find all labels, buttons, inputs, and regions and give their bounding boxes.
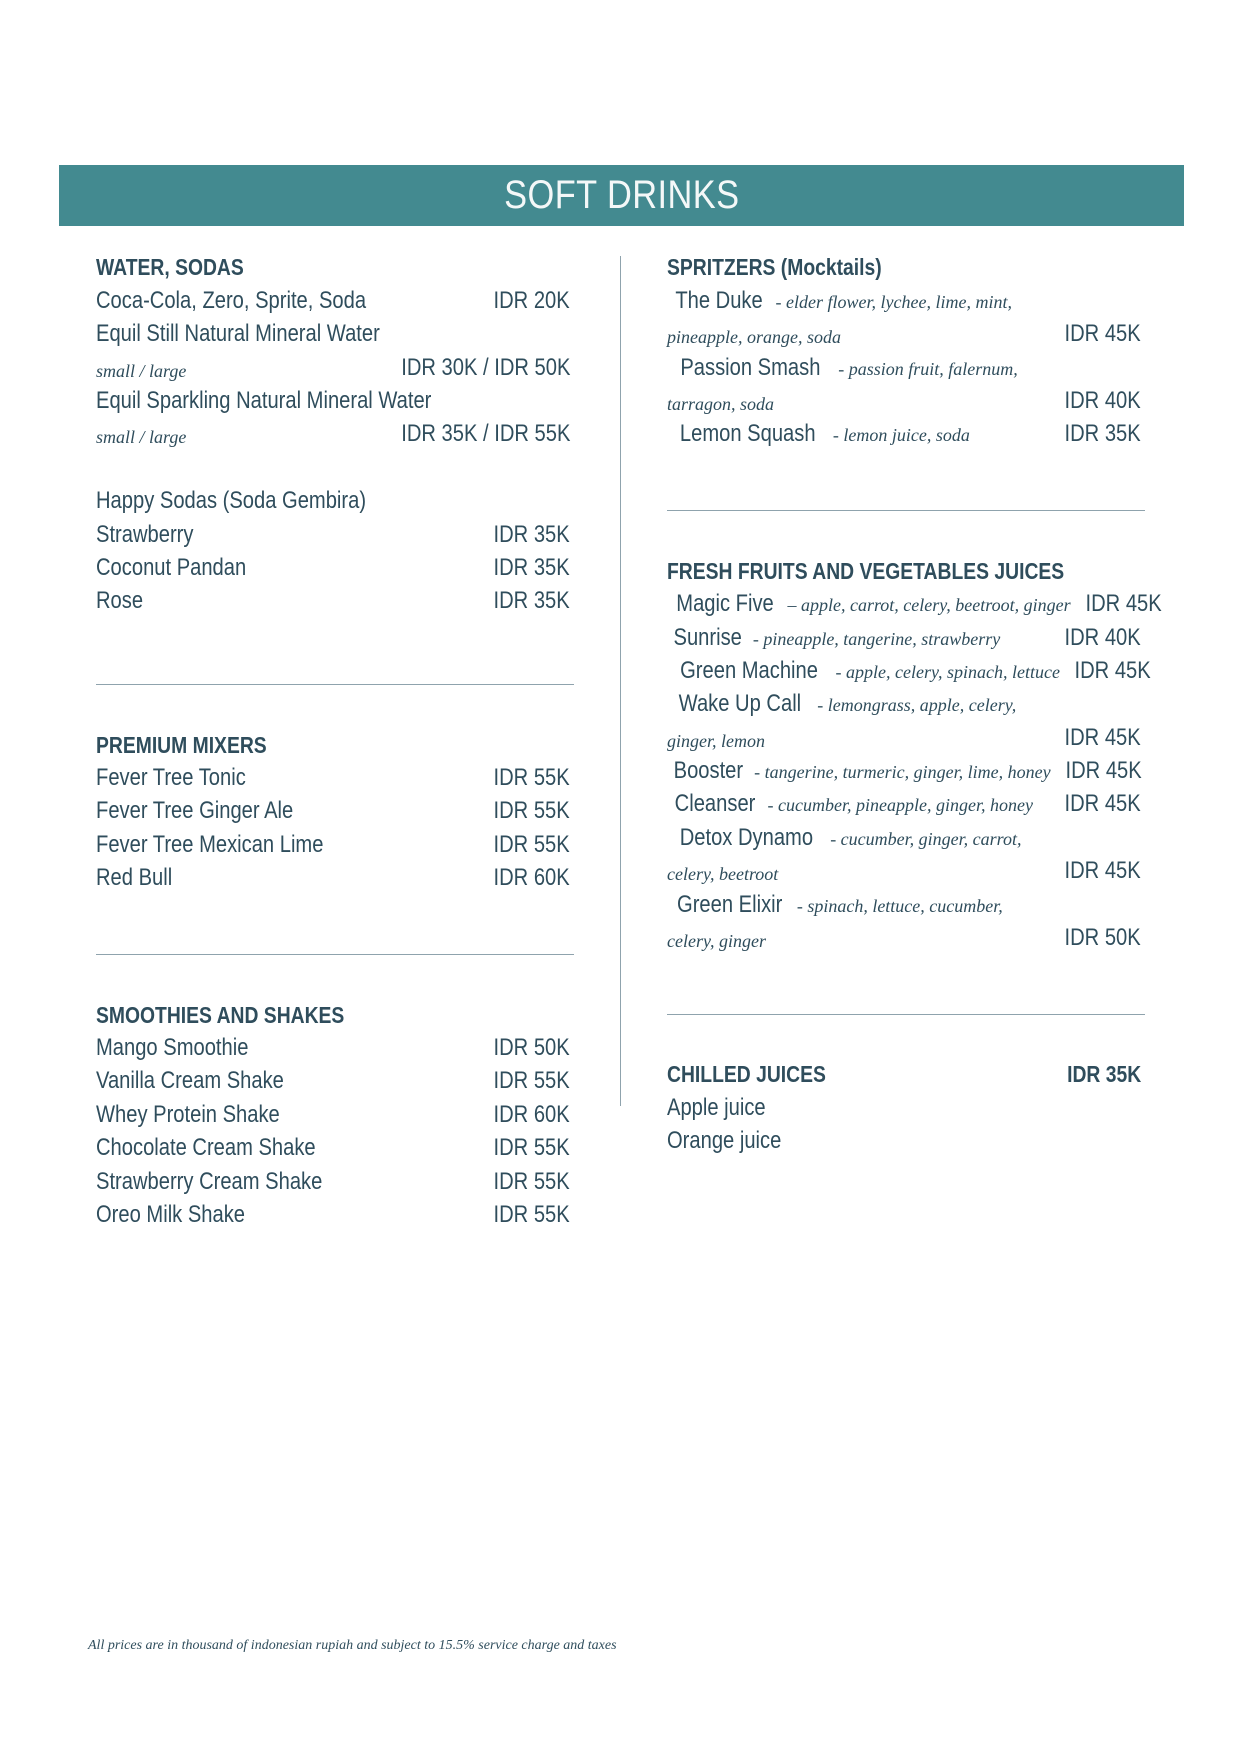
section-heading-water-sodas: WATER, SODAS (96, 254, 244, 281)
menu-item: Green Machine - apple, celery, spinach, lettuce IDR 45K (680, 656, 1151, 684)
menu-item: Strawberry IDR 35K (96, 520, 570, 548)
menu-item: Fever Tree Mexican Lime IDR 55K (96, 830, 570, 858)
menu-item: Equil Still Natural Mineral Water (96, 320, 380, 348)
menu-item: Oreo Milk Shake IDR 55K (96, 1200, 570, 1228)
menu-item: Strawberry Cream Shake IDR 55K (96, 1167, 570, 1195)
menu-item: Orange juice (667, 1127, 782, 1155)
menu-item: Coca-Cola, Zero, Sprite, Soda IDR 20K (96, 286, 570, 314)
menu-item: Whey Protein Shake IDR 60K (96, 1100, 570, 1128)
menu-item: Apple juice (667, 1093, 766, 1121)
footer-note: All prices are in thousand of indonesian rupiah and subject to 15.5% service charge and taxes (88, 1638, 617, 1653)
menu-item-size: small / large IDR 30K / IDR 50K (96, 353, 570, 381)
section-heading-smoothies: SMOOTHIES AND SHAKES (96, 1001, 345, 1028)
menu-item: Rose IDR 35K (96, 587, 570, 615)
column-divider (620, 256, 621, 1106)
menu-item: Mango Smoothie IDR 50K (96, 1034, 570, 1062)
menu-item-desc: pineapple, orange, soda IDR 45K (667, 320, 1141, 348)
menu-item-desc: celery, ginger IDR 50K (667, 924, 1141, 952)
title-banner (59, 165, 1184, 226)
menu-item: Passion Smash - passion fruit, falernum, (680, 353, 1018, 381)
menu-item: Detox Dynamo - cucumber, ginger, carrot, (679, 823, 1022, 851)
menu-item: The Duke - elder flower, lychee, lime, mint, (675, 286, 1012, 314)
section-heading-premium-mixers: PREMIUM MIXERS (96, 731, 267, 758)
menu-item: Fever Tree Tonic IDR 55K (96, 764, 570, 792)
menu-item: Vanilla Cream Shake IDR 55K (96, 1067, 570, 1095)
menu-item: Sunrise - pineapple, tangerine, strawberry IDR 40K (673, 623, 1141, 651)
menu-item: Green Elixir - spinach, lettuce, cucumber, (677, 890, 1003, 918)
menu-item-size: small / large IDR 35K / IDR 55K (96, 420, 570, 448)
subsection-heading-happy-sodas: Happy Sodas (Soda Gembira) (96, 487, 367, 515)
right-column (667, 248, 1162, 1155)
menu-item: Magic Five – apple, carrot, celery, beetroot, ginger IDR 45K (676, 590, 1162, 618)
section-heading-juices: FRESH FRUITS AND VEGETABLES JUICES (667, 557, 1065, 584)
menu-item: Lemon Squash - lemon juice, soda IDR 35K (679, 420, 1141, 448)
menu-item: Equil Sparkling Natural Mineral Water (96, 386, 432, 414)
page-title: SOFT DRINKS (503, 173, 740, 217)
menu-item: Chocolate Cream Shake IDR 55K (96, 1134, 570, 1162)
left-column (96, 248, 570, 1229)
menu-item: Coconut Pandan IDR 35K (96, 553, 570, 581)
section-heading-chilled-juices: CHILLED JUICES IDR 35K (667, 1061, 1141, 1088)
menu-item-desc: tarragon, soda IDR 40K (667, 386, 1141, 414)
menu-item: Cleanser - cucumber, pineapple, ginger, honey IDR 45K (674, 790, 1141, 818)
menu-item: Fever Tree Ginger Ale IDR 55K (96, 797, 570, 825)
menu-item-desc: celery, beetroot IDR 45K (667, 857, 1141, 885)
menu-item: Booster - tangerine, turmeric, ginger, lime, honey IDR 45K (673, 757, 1142, 785)
menu-item: Red Bull IDR 60K (96, 864, 570, 892)
menu-item: Wake Up Call - lemongrass, apple, celery, (678, 690, 1017, 718)
section-heading-spritzers: SPRITZERS (Mocktails) (667, 254, 882, 281)
menu-item-desc: ginger, lemon IDR 45K (667, 723, 1141, 751)
